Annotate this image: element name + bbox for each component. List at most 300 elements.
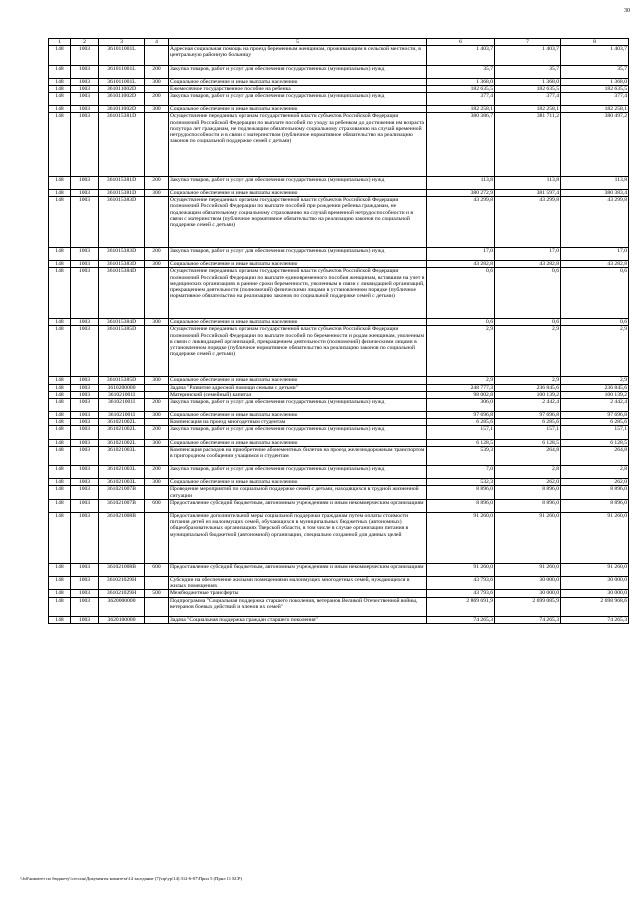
cell-description: Осуществление переданных органам государственной власти субъектов Российской Федерации полномочий Российской Федерации по выплате пособий по беременности и родам женщинам, уволенным в связи с ликвидацией организаций, прекращением деятельности (полномочий) физическими лицами в установленном порядке (публичное нормативное обязательство на реализацию законов по социальной поддержке семей с детьми) bbox=[169, 326, 427, 377]
cell-expense-type: 300 bbox=[145, 479, 169, 486]
cell-description: Межбюджетные трансферты bbox=[169, 590, 427, 597]
cell-ministry: 148 bbox=[49, 85, 71, 92]
cell-description: Проведение мероприятий по социальной поддержке семей с детьми, находящихся в трудной жизненной ситуации bbox=[169, 486, 427, 499]
cell-target-code: 361021007B bbox=[99, 486, 145, 499]
cell-amount-year2: 8 896,0 bbox=[495, 499, 561, 512]
cell-amount-year1: 1 403,7 bbox=[427, 46, 495, 65]
cell-description: Социальное обеспечение и иные выплаты населению bbox=[169, 261, 427, 268]
cell-amount-year2: 6 128,5 bbox=[495, 439, 561, 446]
cell-amount-year1: 43 299,8 bbox=[427, 197, 495, 248]
cell-amount-year2: 91 260,0 bbox=[495, 512, 561, 563]
cell-section: 1003 bbox=[71, 576, 99, 589]
cell-section: 1003 bbox=[71, 65, 99, 78]
cell-ministry: 148 bbox=[49, 391, 71, 398]
cell-amount-year3: 35,7 bbox=[561, 65, 629, 78]
cell-description: Закупка товаров, работ и услуг для обеспечения государственных (муниципальных) нужд bbox=[169, 398, 427, 411]
cell-amount-year2: 1 403,7 bbox=[495, 46, 561, 65]
cell-target-code: 361021008B bbox=[99, 563, 145, 576]
col-header: 1 bbox=[49, 39, 71, 46]
cell-section: 1003 bbox=[71, 377, 99, 384]
cell-amount-year1: 2,9 bbox=[427, 326, 495, 377]
cell-expense-type: 200 bbox=[145, 248, 169, 261]
cell-description: Осуществление переданных органам государственной власти субъектов Российской Федерации полномочий Российской Федерации по выплате пособий при рождении ребенка гражданам, не подлежащим обязательному социальному страхованию на случай временной нетрудоспособности и в связи с материнством (публичное нормативное обязательство на реализацию законов по социальной поддержке семей с детьми) bbox=[169, 197, 427, 248]
cell-section: 1003 bbox=[71, 78, 99, 85]
file-path-footer: \\fs0\комитет по бюджету\\сессия\Документы комитета\14 заседание (7)\пр\ур\14) 312-6-07\Прил 5 (Прил 11 БСР) bbox=[20, 876, 242, 881]
col-header: 7 bbox=[495, 39, 561, 46]
cell-section: 1003 bbox=[71, 197, 99, 248]
cell-amount-year2: 43 282,8 bbox=[495, 261, 561, 268]
cell-amount-year1: 2,9 bbox=[427, 377, 495, 384]
cell-amount-year3: 377,4 bbox=[561, 93, 629, 106]
cell-expense-type: 200 bbox=[145, 65, 169, 78]
cell-amount-year3: 91 260,0 bbox=[561, 563, 629, 576]
cell-ministry: 148 bbox=[49, 446, 71, 465]
cell-amount-year1: 182 258,1 bbox=[427, 106, 495, 113]
cell-amount-year2: 1 368,0 bbox=[495, 78, 561, 85]
cell-expense-type: 200 bbox=[145, 176, 169, 189]
cell-section: 1003 bbox=[71, 479, 99, 486]
cell-ministry: 148 bbox=[49, 590, 71, 597]
cell-description: Закупка товаров, работ и услуг для обеспечения государственных (муниципальных) нужд bbox=[169, 65, 427, 78]
cell-amount-year3: 2,8 bbox=[561, 466, 629, 479]
table-row bbox=[49, 268, 629, 319]
cell-expense-type bbox=[145, 391, 169, 398]
cell-section: 1003 bbox=[71, 499, 99, 512]
table-row bbox=[49, 113, 629, 177]
table-row bbox=[49, 85, 629, 92]
cell-ministry: 148 bbox=[49, 479, 71, 486]
cell-ministry: 148 bbox=[49, 398, 71, 411]
cell-target-code: 361021001I bbox=[99, 412, 145, 419]
cell-target-code: 361011002D bbox=[99, 106, 145, 113]
cell-description: Закупка товаров, работ и услуг для обеспечения государственных (муниципальных) нужд bbox=[169, 93, 427, 106]
cell-ministry: 148 bbox=[49, 176, 71, 189]
cell-target-code: 361015384D bbox=[99, 319, 145, 326]
cell-section: 1003 bbox=[71, 391, 99, 398]
table-row bbox=[49, 616, 629, 623]
cell-expense-type bbox=[145, 384, 169, 391]
cell-ministry: 148 bbox=[49, 78, 71, 85]
cell-amount-year1: 248 777,3 bbox=[427, 384, 495, 391]
cell-section: 1003 bbox=[71, 590, 99, 597]
cell-amount-year1: 1 368,0 bbox=[427, 78, 495, 85]
cell-section: 1003 bbox=[71, 616, 99, 623]
cell-ministry: 148 bbox=[49, 319, 71, 326]
cell-target-code: 361015381D bbox=[99, 189, 145, 196]
cell-expense-type: 300 bbox=[145, 412, 169, 419]
cell-description: Материнский (семейный) капитал bbox=[169, 391, 427, 398]
cell-ministry: 148 bbox=[49, 46, 71, 65]
cell-target-code: 361021008B bbox=[99, 512, 145, 563]
col-header: 3 bbox=[99, 39, 145, 46]
table-row bbox=[49, 486, 629, 499]
table-row bbox=[49, 412, 629, 419]
cell-expense-type: 300 bbox=[145, 189, 169, 196]
table-row bbox=[49, 377, 629, 384]
cell-ministry: 148 bbox=[49, 93, 71, 106]
cell-amount-year2: 182 635,5 bbox=[495, 85, 561, 92]
cell-target-code: 3620100000 bbox=[99, 616, 145, 623]
cell-amount-year1: 74 265,3 bbox=[427, 616, 495, 623]
cell-description: Социальное обеспечение и иные выплаты населению bbox=[169, 189, 427, 196]
cell-amount-year2: 236 845,6 bbox=[495, 384, 561, 391]
cell-target-code: 361021029H bbox=[99, 576, 145, 589]
cell-amount-year3: 97 696,8 bbox=[561, 412, 629, 419]
cell-ministry: 148 bbox=[49, 261, 71, 268]
cell-expense-type bbox=[145, 512, 169, 563]
cell-expense-type bbox=[145, 446, 169, 465]
cell-section: 1003 bbox=[71, 439, 99, 446]
cell-amount-year3: 236 845,6 bbox=[561, 384, 629, 391]
cell-amount-year2: 30 000,0 bbox=[495, 576, 561, 589]
table-row bbox=[49, 326, 629, 377]
cell-amount-year3: 2,9 bbox=[561, 377, 629, 384]
cell-description: Социальное обеспечение и иные выплаты населению bbox=[169, 319, 427, 326]
cell-amount-year3: 74 265,3 bbox=[561, 616, 629, 623]
cell-ministry: 148 bbox=[49, 326, 71, 377]
cell-expense-type: 500 bbox=[145, 590, 169, 597]
cell-section: 1003 bbox=[71, 189, 99, 196]
cell-target-code: 361021002L bbox=[99, 439, 145, 446]
cell-expense-type bbox=[145, 268, 169, 319]
cell-amount-year1: 377,4 bbox=[427, 93, 495, 106]
cell-expense-type: 200 bbox=[145, 466, 169, 479]
cell-amount-year1: 539,3 bbox=[427, 446, 495, 465]
table-row bbox=[49, 479, 629, 486]
cell-amount-year1: 2 869 691,9 bbox=[427, 597, 495, 616]
table-row bbox=[49, 563, 629, 576]
cell-description: Осуществление переданных органам государственной власти субъектов Российской Федерации полномочий Российской Федерации по выплате пособий по уходу за ребенком до достижения им возраста полутора лет гражданам, не подлежащим обязательному социальному страхованию на случай временной нетрудоспособности и в связи с материнством (публичное нормативное обязательство на реализацию законов по социальной поддержке семей с детьми) bbox=[169, 113, 427, 177]
cell-amount-year1: 43 793,6 bbox=[427, 590, 495, 597]
cell-target-code: 361011001L bbox=[99, 46, 145, 65]
cell-amount-year2: 381 597,4 bbox=[495, 189, 561, 196]
table-row bbox=[49, 590, 629, 597]
table-row bbox=[49, 499, 629, 512]
cell-section: 1003 bbox=[71, 466, 99, 479]
cell-description: Социальное обеспечение и иные выплаты населению bbox=[169, 412, 427, 419]
table-row bbox=[49, 106, 629, 113]
cell-amount-year1: 8 896,0 bbox=[427, 486, 495, 499]
table-body bbox=[49, 46, 629, 624]
cell-section: 1003 bbox=[71, 426, 99, 439]
cell-amount-year2: 381 711,2 bbox=[495, 113, 561, 177]
cell-amount-year2: 2 699 085,9 bbox=[495, 597, 561, 616]
cell-amount-year1: 91 260,0 bbox=[427, 512, 495, 563]
cell-description: Социальное обеспечение и иные выплаты населению bbox=[169, 377, 427, 384]
table-row bbox=[49, 176, 629, 189]
cell-amount-year1: 380 272,9 bbox=[427, 189, 495, 196]
cell-amount-year3: 30 000,0 bbox=[561, 576, 629, 589]
cell-expense-type bbox=[145, 197, 169, 248]
table-row bbox=[49, 46, 629, 65]
cell-description: Субсидии на обеспечение жилыми помещениями малоимущих многодетных семей, нуждающихся в жилых помещениях bbox=[169, 576, 427, 589]
cell-amount-year1: 43 793,6 bbox=[427, 576, 495, 589]
cell-expense-type: 600 bbox=[145, 563, 169, 576]
cell-expense-type bbox=[145, 486, 169, 499]
cell-amount-year1: 532,3 bbox=[427, 479, 495, 486]
cell-expense-type: 200 bbox=[145, 426, 169, 439]
cell-amount-year2: 264,8 bbox=[495, 446, 561, 465]
cell-amount-year1: 380 386,7 bbox=[427, 113, 495, 177]
cell-target-code: 361021001I bbox=[99, 398, 145, 411]
cell-target-code: 361011001L bbox=[99, 65, 145, 78]
cell-amount-year1: 8 896,0 bbox=[427, 499, 495, 512]
cell-ministry: 148 bbox=[49, 466, 71, 479]
cell-ministry: 148 bbox=[49, 512, 71, 563]
cell-description: Адресная социальная помощь на проезд беременным женщинам, проживающим в сельской местности, в центральную районную больницу bbox=[169, 46, 427, 65]
cell-amount-year3: 43 299,8 bbox=[561, 197, 629, 248]
col-header: 2 bbox=[71, 39, 99, 46]
cell-amount-year3: 17,0 bbox=[561, 248, 629, 261]
table-row bbox=[49, 512, 629, 563]
cell-amount-year1: 182 635,5 bbox=[427, 85, 495, 92]
cell-amount-year1: 91 260,0 bbox=[427, 563, 495, 576]
cell-ministry: 148 bbox=[49, 248, 71, 261]
cell-amount-year2: 377,4 bbox=[495, 93, 561, 106]
cell-target-code: 361015383D bbox=[99, 197, 145, 248]
cell-amount-year2: 30 000,0 bbox=[495, 590, 561, 597]
cell-amount-year1: 0,6 bbox=[427, 268, 495, 319]
cell-amount-year2: 2,8 bbox=[495, 466, 561, 479]
cell-amount-year2: 262,0 bbox=[495, 479, 561, 486]
cell-section: 1003 bbox=[71, 412, 99, 419]
cell-target-code: 361015384D bbox=[99, 268, 145, 319]
cell-target-code: 361021029H bbox=[99, 590, 145, 597]
cell-amount-year1: 6 285,6 bbox=[427, 419, 495, 426]
cell-description: Закупка товаров, работ и услуг для обеспечения государственных (муниципальных) нужд bbox=[169, 248, 427, 261]
cell-expense-type: 300 bbox=[145, 261, 169, 268]
cell-amount-year2: 74 265,3 bbox=[495, 616, 561, 623]
table-row bbox=[49, 197, 629, 248]
cell-amount-year1: 97 696,8 bbox=[427, 412, 495, 419]
cell-expense-type bbox=[145, 576, 169, 589]
table-row bbox=[49, 419, 629, 426]
cell-expense-type bbox=[145, 616, 169, 623]
cell-amount-year3: 182 635,5 bbox=[561, 85, 629, 92]
cell-amount-year1: 306,0 bbox=[427, 398, 495, 411]
cell-amount-year3: 264,8 bbox=[561, 446, 629, 465]
cell-ministry: 148 bbox=[49, 106, 71, 113]
cell-amount-year2: 157,1 bbox=[495, 426, 561, 439]
table-row bbox=[49, 189, 629, 196]
cell-target-code: 361015383D bbox=[99, 261, 145, 268]
cell-amount-year2: 0,6 bbox=[495, 319, 561, 326]
cell-amount-year1: 7,0 bbox=[427, 466, 495, 479]
cell-target-code: 361015381D bbox=[99, 176, 145, 189]
cell-section: 1003 bbox=[71, 419, 99, 426]
cell-section: 1003 bbox=[71, 93, 99, 106]
cell-description: Задача "Социальная поддержка граждан старшего поколения" bbox=[169, 616, 427, 623]
cell-amount-year3: 262,0 bbox=[561, 479, 629, 486]
cell-section: 1003 bbox=[71, 398, 99, 411]
cell-expense-type: 300 bbox=[145, 377, 169, 384]
cell-target-code: 361015381D bbox=[99, 113, 145, 177]
table-row bbox=[49, 384, 629, 391]
table-row bbox=[49, 398, 629, 411]
cell-amount-year2: 2 442,4 bbox=[495, 398, 561, 411]
table-row bbox=[49, 597, 629, 616]
cell-target-code: 361015383D bbox=[99, 248, 145, 261]
cell-amount-year2: 35,7 bbox=[495, 65, 561, 78]
cell-description: Закупка товаров, работ и услуг для обеспечения государственных (муниципальных) нужд bbox=[169, 426, 427, 439]
cell-target-code: 361021001I bbox=[99, 391, 145, 398]
cell-amount-year3: 2,9 bbox=[561, 326, 629, 377]
cell-amount-year3: 8 896,0 bbox=[561, 486, 629, 499]
cell-section: 1003 bbox=[71, 85, 99, 92]
table-header-row bbox=[49, 39, 629, 46]
cell-amount-year2: 2,9 bbox=[495, 326, 561, 377]
cell-amount-year3: 157,1 bbox=[561, 426, 629, 439]
cell-description: Компенсация расходов на приобретение абонементных билетов на проезд железнодорожным транспортом в пригородном сообщении учащимся и студентам bbox=[169, 446, 427, 465]
cell-expense-type: 300 bbox=[145, 78, 169, 85]
cell-amount-year3: 0,6 bbox=[561, 268, 629, 319]
cell-ministry: 148 bbox=[49, 597, 71, 616]
cell-amount-year3: 43 282,8 bbox=[561, 261, 629, 268]
cell-expense-type bbox=[145, 113, 169, 177]
cell-amount-year3: 1 368,0 bbox=[561, 78, 629, 85]
cell-target-code: 361015385D bbox=[99, 326, 145, 377]
cell-section: 1003 bbox=[71, 512, 99, 563]
cell-expense-type bbox=[145, 597, 169, 616]
cell-amount-year3: 0,6 bbox=[561, 319, 629, 326]
cell-section: 1003 bbox=[71, 563, 99, 576]
cell-amount-year1: 157,1 bbox=[427, 426, 495, 439]
cell-section: 1003 bbox=[71, 46, 99, 65]
cell-amount-year2: 8 896,0 bbox=[495, 486, 561, 499]
table-row bbox=[49, 446, 629, 465]
cell-amount-year3: 2 442,4 bbox=[561, 398, 629, 411]
cell-ministry: 148 bbox=[49, 412, 71, 419]
cell-section: 1003 bbox=[71, 248, 99, 261]
cell-amount-year1: 6 128,5 bbox=[427, 439, 495, 446]
cell-description: Социальное обеспечение и иные выплаты населению bbox=[169, 439, 427, 446]
table-row bbox=[49, 78, 629, 85]
cell-section: 1003 bbox=[71, 106, 99, 113]
cell-ministry: 148 bbox=[49, 563, 71, 576]
cell-amount-year2: 0,6 bbox=[495, 268, 561, 319]
cell-ministry: 148 bbox=[49, 268, 71, 319]
cell-description: Задача "Развитие адресной помощи семьям с детьми" bbox=[169, 384, 427, 391]
budget-table bbox=[48, 38, 629, 624]
cell-section: 1003 bbox=[71, 326, 99, 377]
cell-ministry: 148 bbox=[49, 189, 71, 196]
table-row bbox=[49, 261, 629, 268]
cell-description: Ежемесячное государственное пособие на ребенка bbox=[169, 85, 427, 92]
cell-expense-type: 600 bbox=[145, 499, 169, 512]
cell-target-code: 361021003L bbox=[99, 446, 145, 465]
cell-target-code: 361011002D bbox=[99, 93, 145, 106]
cell-amount-year1: 113,8 bbox=[427, 176, 495, 189]
cell-target-code: 361021002L bbox=[99, 426, 145, 439]
cell-amount-year3: 91 260,0 bbox=[561, 512, 629, 563]
cell-ministry: 148 bbox=[49, 486, 71, 499]
table-row bbox=[49, 466, 629, 479]
cell-amount-year3: 6 285,6 bbox=[561, 419, 629, 426]
col-header: 4 bbox=[145, 39, 169, 46]
cell-amount-year1: 17,0 bbox=[427, 248, 495, 261]
cell-description: Социальное обеспечение и иные выплаты населению bbox=[169, 106, 427, 113]
cell-description: Предоставление субсидий бюджетным, автономным учреждениям и иным некоммерческим организациям bbox=[169, 499, 427, 512]
cell-section: 1003 bbox=[71, 319, 99, 326]
cell-description: Предоставление дополнительной меры социальной поддержки гражданам путем оплаты стоимости питания детей из малоимущих семей, обучающихся в муниципальных бюджетных (автономных) общеобразовательных организациях Тверской области, в том числе в случае организации питания в муниципальной бюджетной (автономной) организации, специально созданной для данных целей bbox=[169, 512, 427, 563]
cell-amount-year2: 17,0 bbox=[495, 248, 561, 261]
cell-amount-year3: 380 497,2 bbox=[561, 113, 629, 177]
table-row bbox=[49, 319, 629, 326]
cell-target-code: 361021003L bbox=[99, 479, 145, 486]
cell-amount-year3: 6 128,5 bbox=[561, 439, 629, 446]
cell-description: Закупка товаров, работ и услуг для обеспечения государственных (муниципальных) нужд bbox=[169, 176, 427, 189]
cell-ministry: 148 bbox=[49, 426, 71, 439]
cell-ministry: 148 bbox=[49, 65, 71, 78]
cell-target-code: 3610200000 bbox=[99, 384, 145, 391]
cell-amount-year3: 113,8 bbox=[561, 176, 629, 189]
col-header: 5 bbox=[169, 39, 427, 46]
cell-target-code: 361015385D bbox=[99, 377, 145, 384]
cell-target-code: 361011001L bbox=[99, 78, 145, 85]
cell-ministry: 148 bbox=[49, 499, 71, 512]
cell-amount-year1: 98 002,8 bbox=[427, 391, 495, 398]
page-number: 30 bbox=[624, 8, 630, 14]
cell-amount-year2: 6 285,6 bbox=[495, 419, 561, 426]
cell-expense-type bbox=[145, 46, 169, 65]
cell-expense-type bbox=[145, 85, 169, 92]
cell-expense-type bbox=[145, 326, 169, 377]
cell-ministry: 148 bbox=[49, 439, 71, 446]
cell-amount-year3: 100 139,2 bbox=[561, 391, 629, 398]
cell-amount-year3: 1 403,7 bbox=[561, 46, 629, 65]
cell-description: Компенсация на проезд многодетным студентам bbox=[169, 419, 427, 426]
cell-amount-year2: 43 299,8 bbox=[495, 197, 561, 248]
cell-ministry: 148 bbox=[49, 576, 71, 589]
cell-amount-year2: 182 258,1 bbox=[495, 106, 561, 113]
cell-amount-year2: 100 139,2 bbox=[495, 391, 561, 398]
cell-amount-year2: 113,8 bbox=[495, 176, 561, 189]
cell-target-code: 361021002L bbox=[99, 419, 145, 426]
cell-amount-year2: 91 260,0 bbox=[495, 563, 561, 576]
cell-amount-year3: 8 896,0 bbox=[561, 499, 629, 512]
cell-section: 1003 bbox=[71, 446, 99, 465]
cell-section: 1003 bbox=[71, 268, 99, 319]
cell-ministry: 148 bbox=[49, 377, 71, 384]
cell-amount-year3: 380 383,4 bbox=[561, 189, 629, 196]
cell-section: 1003 bbox=[71, 384, 99, 391]
cell-ministry: 148 bbox=[49, 113, 71, 177]
cell-target-code: 3620000000 bbox=[99, 597, 145, 616]
cell-ministry: 148 bbox=[49, 197, 71, 248]
cell-description: Социальное обеспечение и иные выплаты населению bbox=[169, 78, 427, 85]
cell-description: Осуществление переданных органам государственной власти субъектов Российской Федерации полномочий Российской Федерации по выплате единовременного пособия женщинам, вставшим на учет в медицинских организациях в ранние сроки беременности, уволенным в связи с ликвидацией организаций, прекращением деятельности (полномочий) физическими лицами в установленном порядке (публичное нормативное обязательство на реализацию законов по социальной поддержке семей с детьми) bbox=[169, 268, 427, 319]
cell-ministry: 148 bbox=[49, 384, 71, 391]
cell-amount-year1: 43 282,8 bbox=[427, 261, 495, 268]
table-row bbox=[49, 65, 629, 78]
cell-description: Подпрограмма "Социальная поддержка старшего поколения, ветеранов Великой Отечественной войны, ветеранов боевых действий и членов их семей" bbox=[169, 597, 427, 616]
cell-expense-type: 200 bbox=[145, 93, 169, 106]
cell-target-code: 361021007B bbox=[99, 499, 145, 512]
cell-section: 1003 bbox=[71, 486, 99, 499]
col-header: 8 bbox=[561, 39, 629, 46]
cell-target-code: 361021003L bbox=[99, 466, 145, 479]
cell-section: 1003 bbox=[71, 261, 99, 268]
cell-amount-year3: 2 698 968,6 bbox=[561, 597, 629, 616]
cell-section: 1003 bbox=[71, 176, 99, 189]
cell-expense-type: 200 bbox=[145, 398, 169, 411]
table-row bbox=[49, 248, 629, 261]
cell-section: 1003 bbox=[71, 597, 99, 616]
cell-amount-year2: 97 696,8 bbox=[495, 412, 561, 419]
cell-amount-year1: 0,6 bbox=[427, 319, 495, 326]
table-row bbox=[49, 439, 629, 446]
table-row bbox=[49, 576, 629, 589]
